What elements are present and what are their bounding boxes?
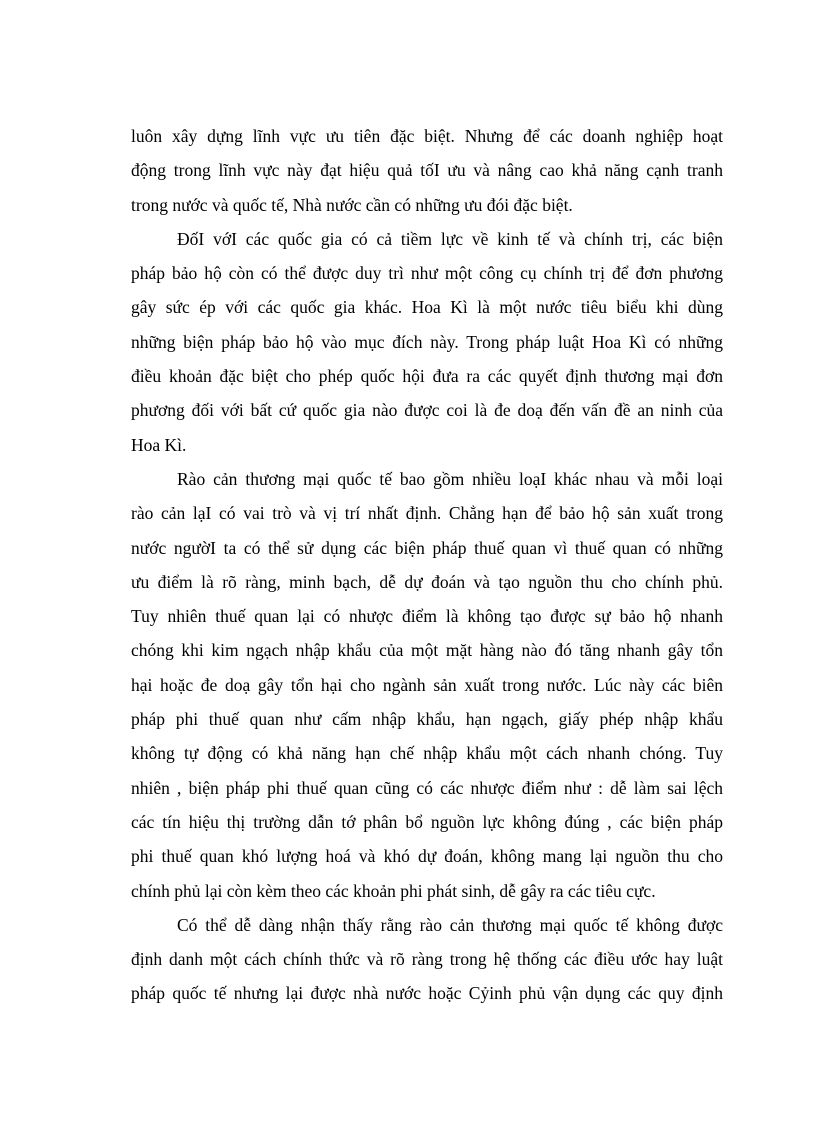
text-line: Hoa Kì. bbox=[131, 434, 187, 455]
text-line: pháp quốc tế nhưng lại được nhà nước hoặc Cỷinh phủ vận dụng các quy định bbox=[131, 983, 723, 1004]
text-line: Có thể dễ dàng nhận thấy rằng rào cản thương mại quốc tế không được bbox=[177, 914, 723, 935]
text-line: định danh một cách chính thức và rõ ràng trong hệ thống các điều ước hay luật bbox=[131, 949, 723, 970]
text-line: nước ngườI ta có thể sử dụng các biện pháp thuế quan vì thuế quan có những bbox=[131, 537, 723, 558]
body-text bbox=[131, 119, 723, 1011]
paragraph-2 bbox=[131, 222, 723, 462]
paragraph-1 bbox=[131, 119, 723, 222]
text-line: các tín hiệu thị trường dẫn tớ phân bổ nguồn lực không đúng , các biện pháp bbox=[131, 811, 723, 832]
text-line: điều khoản đặc biệt cho phép quốc hội đưa ra các quyết định thương mại đơn bbox=[131, 366, 723, 387]
text-line: hại hoặc đe doạ gây tổn hại cho ngành sản xuất trong nước. Lúc này các biên bbox=[131, 674, 723, 695]
text-line: nhiên , biện pháp phi thuế quan cũng có các nhược điểm như : dễ làm sai lệch bbox=[131, 777, 723, 798]
text-line: pháp bảo hộ còn có thể được duy trì như một công cụ chính trị để đơn phương bbox=[131, 263, 723, 284]
text-line: luôn xây dựng lĩnh vực ưu tiên đặc biệt. Nhưng để các doanh nghiệp hoạt bbox=[131, 126, 723, 146]
text-line: gây sức ép với các quốc gia khác. Hoa Kì là một nước tiêu biểu khi dùng bbox=[131, 297, 723, 318]
text-line: phi thuế quan khó lượng hoá và khó dự đoán, không mang lại nguồn thu cho bbox=[131, 846, 723, 867]
text-line: Rào cản thương mại quốc tế bao gồm nhiều loạI khác nhau và mỗi loại bbox=[177, 468, 723, 489]
text-line: chóng khi kim ngạch nhập khẩu của một mặt hàng nào đó tăng nhanh gây tổn bbox=[131, 640, 723, 661]
text-line: Tuy nhiên thuế quan lại có nhược điểm là không tạo được sự bảo hộ nhanh bbox=[131, 606, 723, 627]
text-line: pháp phi thuế quan như cấm nhập khẩu, hạn ngạch, giấy phép nhập khẩu bbox=[131, 709, 723, 730]
text-line: ĐốI vớI các quốc gia có cả tiềm lực về kinh tế và chính trị, các biện bbox=[177, 228, 723, 249]
text-line: chính phủ lại còn kèm theo các khoản phi phát sinh, dễ gây ra các tiêu cực. bbox=[131, 880, 656, 901]
paragraph-3 bbox=[131, 462, 723, 908]
text-line: rào cản lạI có vai trò và vị trí nhất định. Chẳng hạn để bảo hộ sản xuất trong bbox=[131, 503, 723, 524]
text-line: không tự động có khả năng hạn chế nhập khẩu một cách nhanh chóng. Tuy bbox=[131, 743, 723, 764]
text-line: phương đối với bất cứ quốc gia nào được coi là đe doạ đến vấn đề an ninh của bbox=[131, 400, 723, 421]
text-line: động trong lĩnh vực này đạt hiệu quả tốI ưu và nâng cao khả năng cạnh tranh bbox=[131, 160, 723, 181]
text-line: những biện pháp bảo hộ vào mục đích này. Trong pháp luật Hoa Kì có những bbox=[131, 331, 723, 352]
paragraph-4 bbox=[131, 908, 723, 1011]
text-line: ưu điểm là rõ ràng, minh bạch, dễ dự đoán và tạo nguồn thu cho chính phủ. bbox=[131, 571, 723, 592]
text-line: trong nước và quốc tế, Nhà nước cần có những ưu đói đặc biệt. bbox=[131, 194, 573, 215]
